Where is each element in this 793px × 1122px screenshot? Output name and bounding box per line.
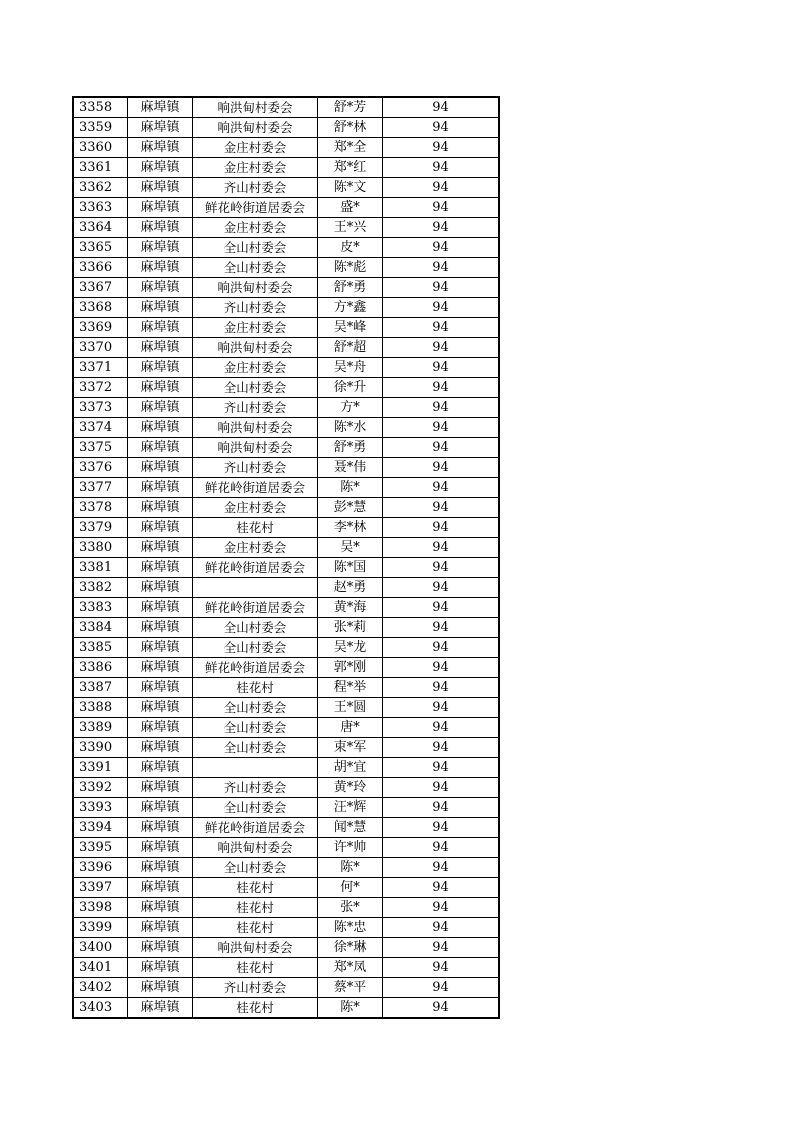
village-cell: 响洪甸村委会 (193, 418, 318, 438)
row-number-cell: 3392 (73, 778, 128, 798)
table-row (73, 718, 499, 738)
score-cell: 94 (383, 658, 500, 678)
row-number-cell: 3375 (73, 438, 128, 458)
table-row (73, 358, 499, 378)
town-cell: 麻埠镇 (128, 178, 193, 198)
town-cell: 麻埠镇 (128, 538, 193, 558)
table-row (73, 658, 499, 678)
row-number-cell: 3368 (73, 298, 128, 318)
village-cell: 全山村委会 (193, 698, 318, 718)
table-row (73, 578, 499, 598)
row-number-cell: 3380 (73, 538, 128, 558)
name-cell: 黄*海 (318, 598, 383, 618)
table-row (73, 778, 499, 798)
table-row (73, 878, 499, 898)
town-cell: 麻埠镇 (128, 318, 193, 338)
table-row (73, 538, 499, 558)
score-cell: 94 (383, 678, 500, 698)
score-cell: 94 (383, 178, 500, 198)
name-cell: 陈*文 (318, 178, 383, 198)
table-row (73, 198, 499, 218)
score-cell: 94 (383, 718, 500, 738)
village-cell: 全山村委会 (193, 718, 318, 738)
village-cell: 齐山村委会 (193, 458, 318, 478)
row-number-cell: 3377 (73, 478, 128, 498)
village-cell: 全山村委会 (193, 238, 318, 258)
town-cell: 麻埠镇 (128, 938, 193, 958)
row-number-cell: 3400 (73, 938, 128, 958)
score-cell: 94 (383, 938, 500, 958)
name-cell: 蔡*平 (318, 978, 383, 998)
table-row (73, 678, 499, 698)
row-number-cell: 3358 (73, 97, 128, 118)
village-cell: 全山村委会 (193, 798, 318, 818)
town-cell: 麻埠镇 (128, 97, 193, 118)
name-cell: 郑*红 (318, 158, 383, 178)
score-cell: 94 (383, 158, 500, 178)
table-row (73, 318, 499, 338)
name-cell: 闻*慧 (318, 818, 383, 838)
table-row (73, 618, 499, 638)
row-number-cell: 3398 (73, 898, 128, 918)
row-number-cell: 3360 (73, 138, 128, 158)
name-cell: 陈*忠 (318, 918, 383, 938)
town-cell: 麻埠镇 (128, 738, 193, 758)
score-cell: 94 (383, 758, 500, 778)
name-cell: 张* (318, 898, 383, 918)
row-number-cell: 3369 (73, 318, 128, 338)
row-number-cell: 3401 (73, 958, 128, 978)
row-number-cell: 3359 (73, 118, 128, 138)
table-row (73, 858, 499, 878)
town-cell: 麻埠镇 (128, 618, 193, 638)
score-cell: 94 (383, 478, 500, 498)
score-cell: 94 (383, 838, 500, 858)
village-cell (193, 578, 318, 598)
village-cell: 响洪甸村委会 (193, 338, 318, 358)
town-cell: 麻埠镇 (128, 638, 193, 658)
town-cell: 麻埠镇 (128, 138, 193, 158)
table-row (73, 178, 499, 198)
table-row (73, 298, 499, 318)
village-cell: 桂花村 (193, 518, 318, 538)
score-cell: 94 (383, 598, 500, 618)
score-cell: 94 (383, 558, 500, 578)
table-row (73, 898, 499, 918)
score-cell: 94 (383, 778, 500, 798)
village-cell: 金庄村委会 (193, 158, 318, 178)
town-cell: 麻埠镇 (128, 758, 193, 778)
table-row (73, 398, 499, 418)
score-cell: 94 (383, 898, 500, 918)
town-cell: 麻埠镇 (128, 198, 193, 218)
table-row (73, 498, 499, 518)
village-cell: 桂花村 (193, 898, 318, 918)
town-cell: 麻埠镇 (128, 218, 193, 238)
row-number-cell: 3387 (73, 678, 128, 698)
score-cell: 94 (383, 578, 500, 598)
row-number-cell: 3376 (73, 458, 128, 478)
name-cell: 吴* (318, 538, 383, 558)
score-cell: 94 (383, 138, 500, 158)
row-number-cell: 3397 (73, 878, 128, 898)
table-row (73, 838, 499, 858)
score-cell: 94 (383, 458, 500, 478)
village-cell: 全山村委会 (193, 858, 318, 878)
score-cell: 94 (383, 878, 500, 898)
name-cell: 舒*勇 (318, 438, 383, 458)
village-cell: 全山村委会 (193, 618, 318, 638)
village-cell: 响洪甸村委会 (193, 278, 318, 298)
town-cell: 麻埠镇 (128, 718, 193, 738)
score-cell: 94 (383, 818, 500, 838)
name-cell: 吴*龙 (318, 638, 383, 658)
row-number-cell: 3402 (73, 978, 128, 998)
name-cell: 许*帅 (318, 838, 383, 858)
score-cell: 94 (383, 318, 500, 338)
row-number-cell: 3394 (73, 818, 128, 838)
town-cell: 麻埠镇 (128, 358, 193, 378)
score-cell: 94 (383, 398, 500, 418)
town-cell: 麻埠镇 (128, 118, 193, 138)
score-cell: 94 (383, 238, 500, 258)
village-cell: 响洪甸村委会 (193, 97, 318, 118)
name-cell: 唐* (318, 718, 383, 738)
town-cell: 麻埠镇 (128, 878, 193, 898)
village-cell: 桂花村 (193, 958, 318, 978)
row-number-cell: 3391 (73, 758, 128, 778)
table-row (73, 818, 499, 838)
row-number-cell: 3366 (73, 258, 128, 278)
town-cell: 麻埠镇 (128, 818, 193, 838)
table-row (73, 238, 499, 258)
row-number-cell: 3386 (73, 658, 128, 678)
row-number-cell: 3389 (73, 718, 128, 738)
table-row (73, 758, 499, 778)
village-cell: 齐山村委会 (193, 778, 318, 798)
name-cell: 陈* (318, 998, 383, 1019)
table-row (73, 338, 499, 358)
village-cell: 齐山村委会 (193, 398, 318, 418)
row-number-cell: 3384 (73, 618, 128, 638)
score-cell: 94 (383, 358, 500, 378)
table-row (73, 258, 499, 278)
row-number-cell: 3373 (73, 398, 128, 418)
row-number-cell: 3385 (73, 638, 128, 658)
village-cell: 鲜花岭街道居委会 (193, 478, 318, 498)
village-cell: 鲜花岭街道居委会 (193, 198, 318, 218)
row-number-cell: 3367 (73, 278, 128, 298)
score-cell: 94 (383, 738, 500, 758)
table-row (73, 698, 499, 718)
table-row (73, 518, 499, 538)
village-cell: 鲜花岭街道居委会 (193, 818, 318, 838)
table-row (73, 798, 499, 818)
town-cell: 麻埠镇 (128, 298, 193, 318)
name-cell: 吴*峰 (318, 318, 383, 338)
name-cell: 舒*林 (318, 118, 383, 138)
table-row (73, 118, 499, 138)
score-cell: 94 (383, 618, 500, 638)
town-cell: 麻埠镇 (128, 898, 193, 918)
town-cell: 麻埠镇 (128, 158, 193, 178)
town-cell: 麻埠镇 (128, 518, 193, 538)
name-cell: 汪*辉 (318, 798, 383, 818)
village-cell: 金庄村委会 (193, 218, 318, 238)
score-cell: 94 (383, 338, 500, 358)
name-cell: 舒*超 (318, 338, 383, 358)
town-cell: 麻埠镇 (128, 378, 193, 398)
table-row (73, 918, 499, 938)
village-cell: 齐山村委会 (193, 298, 318, 318)
table-row (73, 138, 499, 158)
score-cell: 94 (383, 978, 500, 998)
village-cell: 金庄村委会 (193, 318, 318, 338)
name-cell: 王*圆 (318, 698, 383, 718)
town-cell: 麻埠镇 (128, 478, 193, 498)
town-cell: 麻埠镇 (128, 338, 193, 358)
name-cell: 何* (318, 878, 383, 898)
town-cell: 麻埠镇 (128, 678, 193, 698)
table-row (73, 638, 499, 658)
town-cell: 麻埠镇 (128, 278, 193, 298)
town-cell: 麻埠镇 (128, 958, 193, 978)
town-cell: 麻埠镇 (128, 838, 193, 858)
name-cell: 郭*刚 (318, 658, 383, 678)
row-number-cell: 3364 (73, 218, 128, 238)
score-cell: 94 (383, 958, 500, 978)
name-cell: 束*军 (318, 738, 383, 758)
name-cell: 方* (318, 398, 383, 418)
row-number-cell: 3361 (73, 158, 128, 178)
village-cell: 齐山村委会 (193, 178, 318, 198)
name-cell: 程*举 (318, 678, 383, 698)
village-cell: 齐山村委会 (193, 978, 318, 998)
table-row (73, 218, 499, 238)
table-row (73, 938, 499, 958)
name-cell: 聂*伟 (318, 458, 383, 478)
name-cell: 方*鑫 (318, 298, 383, 318)
town-cell: 麻埠镇 (128, 598, 193, 618)
row-number-cell: 3374 (73, 418, 128, 438)
row-number-cell: 3395 (73, 838, 128, 858)
name-cell: 王*兴 (318, 218, 383, 238)
row-number-cell: 3378 (73, 498, 128, 518)
name-cell: 舒*芳 (318, 97, 383, 118)
table-row (73, 278, 499, 298)
town-cell: 麻埠镇 (128, 498, 193, 518)
score-cell: 94 (383, 438, 500, 458)
score-cell: 94 (383, 798, 500, 818)
table-row (73, 598, 499, 618)
name-cell: 胡*宜 (318, 758, 383, 778)
score-cell: 94 (383, 278, 500, 298)
town-cell: 麻埠镇 (128, 458, 193, 478)
name-cell: 徐*琳 (318, 938, 383, 958)
name-cell: 陈* (318, 858, 383, 878)
village-cell: 响洪甸村委会 (193, 118, 318, 138)
town-cell: 麻埠镇 (128, 578, 193, 598)
name-cell: 吴*舟 (318, 358, 383, 378)
town-cell: 麻埠镇 (128, 998, 193, 1019)
village-cell: 全山村委会 (193, 378, 318, 398)
score-cell: 94 (383, 418, 500, 438)
roster-table (72, 96, 500, 1019)
row-number-cell: 3365 (73, 238, 128, 258)
row-number-cell: 3379 (73, 518, 128, 538)
town-cell: 麻埠镇 (128, 918, 193, 938)
score-cell: 94 (383, 498, 500, 518)
name-cell: 盛* (318, 198, 383, 218)
name-cell: 陈*彪 (318, 258, 383, 278)
town-cell: 麻埠镇 (128, 398, 193, 418)
table-row (73, 998, 499, 1019)
table-row (73, 158, 499, 178)
village-cell: 桂花村 (193, 998, 318, 1019)
row-number-cell: 3390 (73, 738, 128, 758)
score-cell: 94 (383, 258, 500, 278)
town-cell: 麻埠镇 (128, 438, 193, 458)
town-cell: 麻埠镇 (128, 658, 193, 678)
table-row (73, 958, 499, 978)
town-cell: 麻埠镇 (128, 798, 193, 818)
village-cell: 桂花村 (193, 878, 318, 898)
name-cell: 陈* (318, 478, 383, 498)
name-cell: 彭*慧 (318, 498, 383, 518)
table-row (73, 458, 499, 478)
score-cell: 94 (383, 97, 500, 118)
score-cell: 94 (383, 198, 500, 218)
town-cell: 麻埠镇 (128, 778, 193, 798)
score-cell: 94 (383, 518, 500, 538)
name-cell: 张*莉 (318, 618, 383, 638)
village-cell: 金庄村委会 (193, 138, 318, 158)
town-cell: 麻埠镇 (128, 258, 193, 278)
row-number-cell: 3362 (73, 178, 128, 198)
score-cell: 94 (383, 298, 500, 318)
score-cell: 94 (383, 378, 500, 398)
row-number-cell: 3383 (73, 598, 128, 618)
score-cell: 94 (383, 918, 500, 938)
village-cell: 全山村委会 (193, 258, 318, 278)
town-cell: 麻埠镇 (128, 418, 193, 438)
name-cell: 陈*水 (318, 418, 383, 438)
table-row (73, 478, 499, 498)
table-row (73, 738, 499, 758)
town-cell: 麻埠镇 (128, 238, 193, 258)
row-number-cell: 3371 (73, 358, 128, 378)
row-number-cell: 3372 (73, 378, 128, 398)
name-cell: 舒*勇 (318, 278, 383, 298)
row-number-cell: 3393 (73, 798, 128, 818)
score-cell: 94 (383, 698, 500, 718)
village-cell: 金庄村委会 (193, 538, 318, 558)
town-cell: 麻埠镇 (128, 858, 193, 878)
name-cell: 徐*升 (318, 378, 383, 398)
town-cell: 麻埠镇 (128, 558, 193, 578)
village-cell: 全山村委会 (193, 738, 318, 758)
name-cell: 李*林 (318, 518, 383, 538)
village-cell: 桂花村 (193, 678, 318, 698)
roster-table-body (73, 97, 499, 1018)
table-row (73, 97, 499, 118)
row-number-cell: 3388 (73, 698, 128, 718)
village-cell: 鲜花岭街道居委会 (193, 658, 318, 678)
village-cell: 响洪甸村委会 (193, 438, 318, 458)
row-number-cell: 3403 (73, 998, 128, 1019)
row-number-cell: 3370 (73, 338, 128, 358)
village-cell: 响洪甸村委会 (193, 838, 318, 858)
village-cell: 桂花村 (193, 918, 318, 938)
village-cell: 金庄村委会 (193, 358, 318, 378)
score-cell: 94 (383, 218, 500, 238)
score-cell: 94 (383, 118, 500, 138)
village-cell: 全山村委会 (193, 638, 318, 658)
village-cell: 鲜花岭街道居委会 (193, 598, 318, 618)
score-cell: 94 (383, 638, 500, 658)
village-cell: 金庄村委会 (193, 498, 318, 518)
table-row (73, 418, 499, 438)
table-row (73, 978, 499, 998)
row-number-cell: 3381 (73, 558, 128, 578)
name-cell: 赵*勇 (318, 578, 383, 598)
row-number-cell: 3363 (73, 198, 128, 218)
row-number-cell: 3396 (73, 858, 128, 878)
table-row (73, 558, 499, 578)
score-cell: 94 (383, 858, 500, 878)
name-cell: 黄*玲 (318, 778, 383, 798)
score-cell: 94 (383, 998, 500, 1019)
town-cell: 麻埠镇 (128, 698, 193, 718)
village-cell: 鲜花岭街道居委会 (193, 558, 318, 578)
village-cell: 响洪甸村委会 (193, 938, 318, 958)
table-row (73, 378, 499, 398)
table-row (73, 438, 499, 458)
town-cell: 麻埠镇 (128, 978, 193, 998)
village-cell (193, 758, 318, 778)
row-number-cell: 3382 (73, 578, 128, 598)
row-number-cell: 3399 (73, 918, 128, 938)
name-cell: 郑*全 (318, 138, 383, 158)
name-cell: 陈*国 (318, 558, 383, 578)
name-cell: 皮* (318, 238, 383, 258)
name-cell: 郑*凤 (318, 958, 383, 978)
score-cell: 94 (383, 538, 500, 558)
